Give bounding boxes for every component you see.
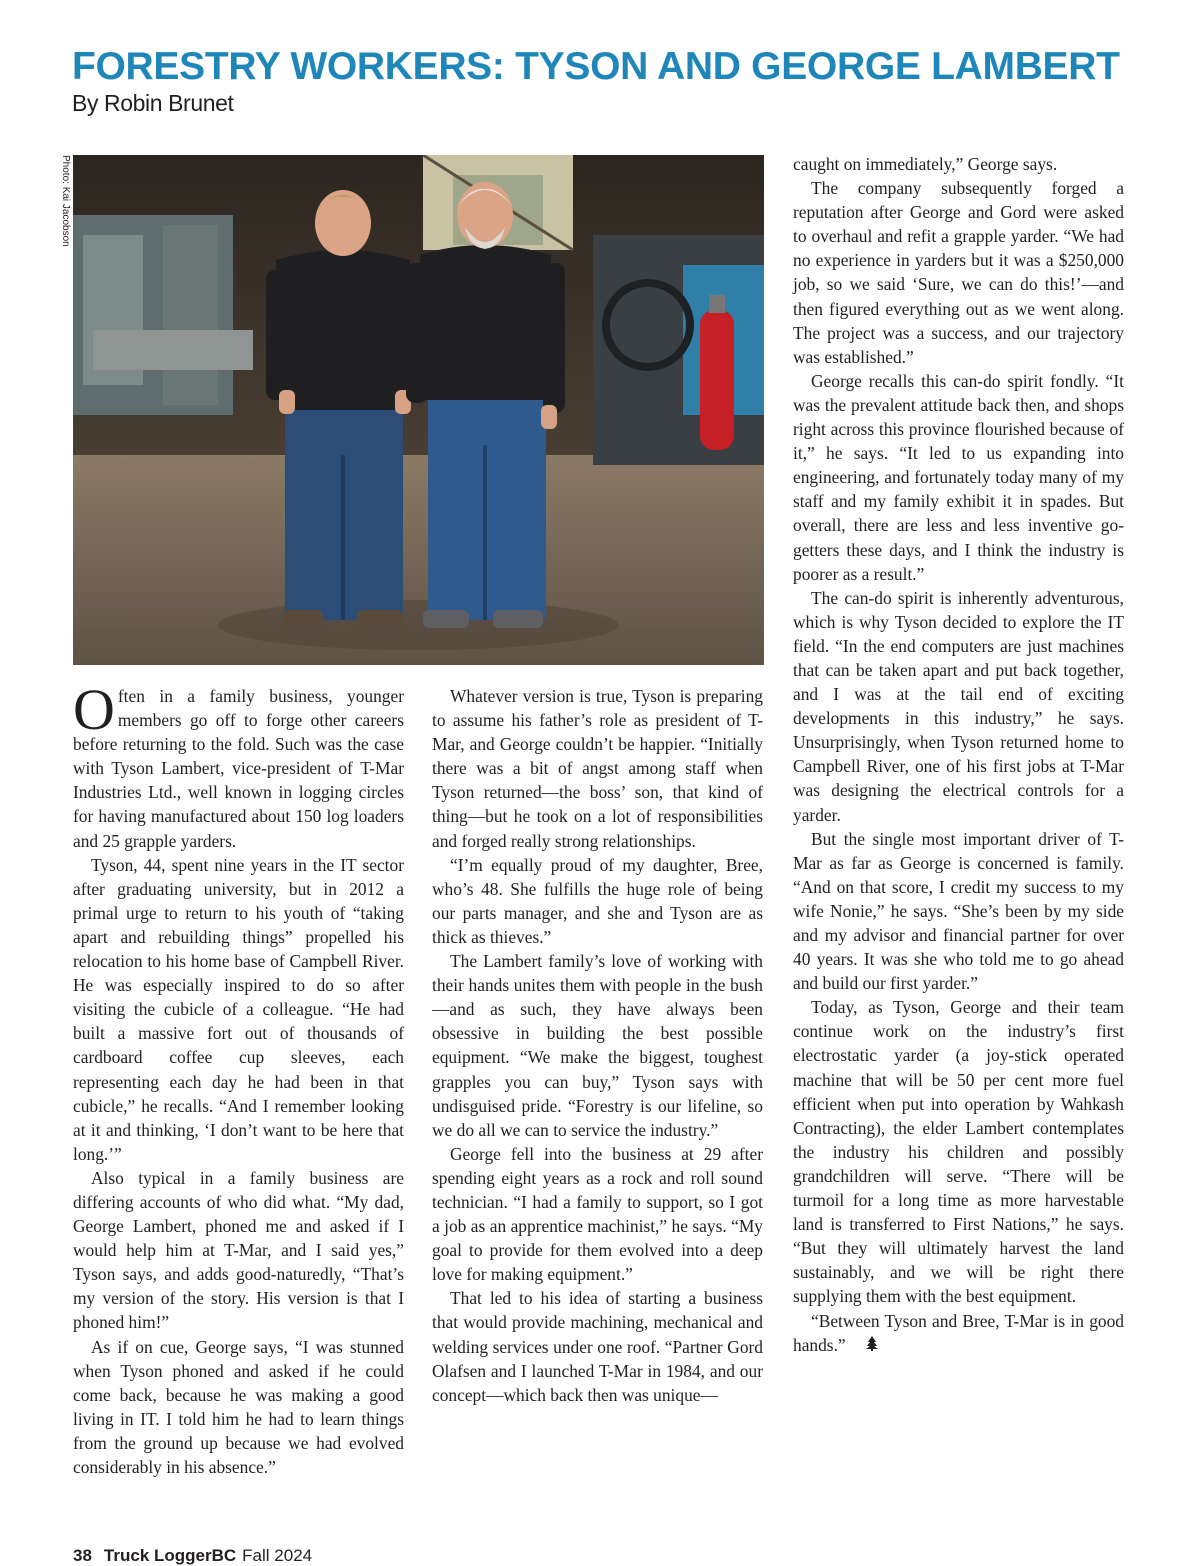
paragraph-text: ften in a family business, younger members go off to forge other careers before returning to the fold. Such was the case with Tyson Lambert, vice-president of T-Mar Industries Ltd., well known in logging circles for having manufactured about 150 log loaders and 25 grapple yarders. — [73, 686, 404, 851]
article-column-3 — [793, 152, 1124, 1357]
paragraph: George recalls this can-do spirit fondly. “It was the prevalent attitude back then, and shops right across this province flourished because of it,” he says. “It led to us expanding into engineering, and fortunately today many of my staff and my family exhibit it in spades. But overall, there are less and less inventive go-getters these days, and I think the industry is poorer as a result.” — [793, 370, 1124, 584]
article-column-1 — [73, 677, 404, 1479]
page-number: 38 — [73, 1546, 92, 1565]
closing-paragraph — [793, 1309, 1124, 1357]
paragraph: That led to his idea of starting a business that would provide machining, mechanical and welding services under one roof. “Partner Gord Olafsen and I launched T-Mar in 1984, and our concept—which back then was unique— — [432, 1288, 763, 1405]
page-footer — [73, 1546, 312, 1566]
tree-icon — [848, 1333, 878, 1357]
paragraph: caught on immediately,” George says. — [793, 154, 1058, 174]
byline: By Robin Brunet — [72, 90, 234, 116]
paragraph: Tyson, 44, spent nine years in the IT sector after graduating university, but in 2012 a primal urge to return to his youth of “taking apart and rebuilding things” propelled his relocation to his home base of Campbell River. He was especially inspired to do so after visiting the cubicle of a colleague. “He had built a massive fort out of thousands of cardboard coffee cup sleeves, each representing each day he had been in that cubicle,” he recalls. “And I remember looking at it and thinking, ‘I don’t want to be here that long.’” — [73, 854, 404, 1164]
drop-cap: O — [73, 677, 115, 742]
paragraph: George fell into the business at 29 after spending eight years as a rock and roll sound technician. “I had a family to support, so I got a job as an apprentice machinist,” he says. “My goal to provide for them evolved into a deep love for making equipment.” — [432, 1143, 763, 1285]
paragraph: But the single most important driver of T-Mar as far as George is concerned is family. “And on that score, I credit my success to my wife Nonie,” he says. “She’s been by my side and my advisor and financial partner for over 40 years. It was she who told me to go ahead and build our first yarder.” — [793, 828, 1124, 994]
paragraph: Today, as Tyson, George and their team continue work on the industry’s first electrostatic yarder (a joy-stick operated machine that will be 50 per cent more fuel efficient when put into operation by Wahkash Contracting), the elder Lambert contemplates the industry his children and possibly grandchildren will serve. “There will be turmoil for a long time as more harvestable land is transferred to First Nations,” he says. “But they will ultimately harvest the land sustainably, and we will be right there supplying them with the best equipment. — [793, 997, 1124, 1307]
article-column-2 — [432, 684, 763, 1407]
paragraph: Whatever version is true, Tyson is preparing to assume his father’s role as president of T-Mar, and George couldn’t be happier. “Initially there was a bit of angst among staff when Tyson returned—the boss’ son, that kind of thing—but he took on a lot of responsibilities and forged really strong relationships. — [432, 686, 763, 851]
opening-paragraph — [73, 677, 404, 853]
paragraph: “I’m equally proud of my daughter, Bree, who’s 48. She fulfills the huge role of being our parts manager, and she and Tyson are as thick as thieves.” — [432, 854, 763, 947]
photo-illustration — [73, 155, 764, 665]
paragraph: The Lambert family’s love of working with their hands unites them with people in the bush—and as such, they have always been obsessive in building the best possible equipment. “We make the biggest, toughest grapples you can buy,” Tyson says with undisguised pride. “Forestry is our lifeline, so we do all we can to service the industry.” — [432, 951, 763, 1140]
paragraph: As if on cue, George says, “I was stunned when Tyson phoned and asked if he could come back, because he was making a good living in IT. I told him he had to learn things from the ground up because we had evolved considerably in his absence.” — [73, 1336, 404, 1477]
paragraph: Also typical in a family business are differing accounts of who did what. “My dad, George Lambert, phoned me and asked if I would help him at T-Mar, and I said yes,” Tyson says, and adds good-naturedly, “That’s my version of the story. His version is that I phoned him!” — [73, 1167, 404, 1333]
paragraph: The company subsequently forged a reputation after George and Gord were asked to overhaul and refit a grapple yarder. “We had no experience in yarders but it was a $250,000 job, so we said ‘Sure, we can do this!’—and then figured everything out as we went along. The project was a success, and our trajectory was established.” — [793, 178, 1124, 367]
article-photo — [73, 155, 764, 665]
paragraph: The can-do spirit is inherently adventurous, which is why Tyson decided to explore the IT field. “In the end computers are just machines that can be taken apart and put back together, and I was at the tail end of exciting developments in this industry,” he says. Unsurprisingly, when Tyson returned home to Campbell River, one of his first jobs at T-Mar was designing the electrical controls for a yarder. — [793, 587, 1124, 825]
magazine-name: Truck LoggerBC — [103, 1546, 237, 1565]
photo-credit: Photo: Kai Jacobson — [60, 155, 71, 247]
paragraph-text: “Between Tyson and Bree, T-Mar is in good hands.” — [793, 1310, 1124, 1355]
issue-date: Fall 2024 — [242, 1546, 313, 1565]
article-title: FORESTRY WORKERS: TYSON AND GEORGE LAMBERT — [72, 45, 1120, 88]
